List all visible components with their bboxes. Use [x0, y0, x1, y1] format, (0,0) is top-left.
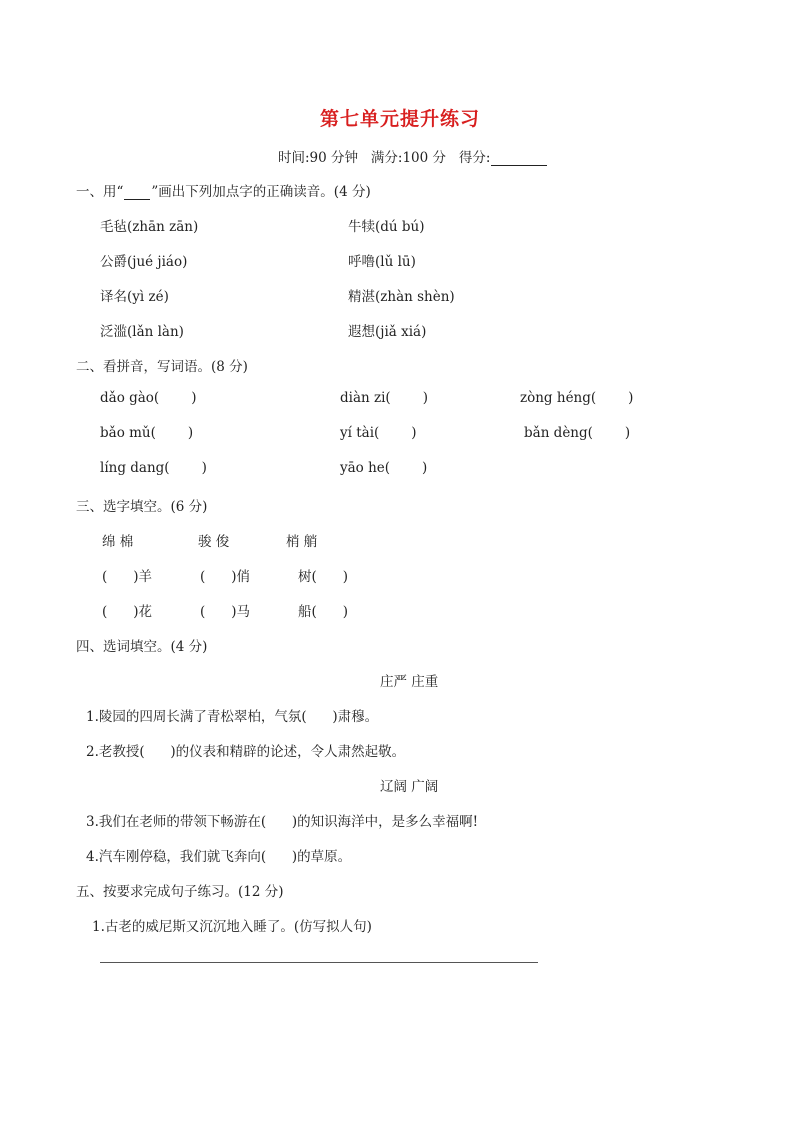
- q1-heading-post: ”画出下列加点字的正确读音。(4 分): [151, 184, 371, 200]
- q2-item[interactable]: líng dang( ): [100, 460, 207, 476]
- q3-heading: 三、选字填空。(6 分): [76, 499, 208, 515]
- q2-item[interactable]: bǎo mǔ( ): [100, 425, 194, 441]
- fill-blank[interactable]: ( )马: [200, 604, 251, 620]
- q1-heading-pre: 一、用“: [76, 184, 124, 200]
- q2-item[interactable]: zòng héng( ): [520, 390, 634, 406]
- sentence[interactable]: 3.我们在老师的带领下畅游在( )的知识海洋中，是多么幸福啊!: [86, 814, 479, 830]
- q1-item[interactable]: 遐想(jiǎ xiá): [348, 324, 427, 340]
- fill-blank[interactable]: ( )羊: [102, 569, 153, 585]
- q1-item[interactable]: 精湛(zhàn shèn): [348, 289, 455, 305]
- fill-blank[interactable]: 树( ): [298, 569, 349, 585]
- sentence[interactable]: 4.汽车刚停稳，我们就飞奔向( )的草原。: [86, 849, 352, 865]
- underline-sample: [124, 186, 150, 200]
- q1-item[interactable]: 公爵(jué jiáo): [100, 254, 188, 270]
- score-label: 得分:: [458, 150, 491, 166]
- q1-heading: [76, 180, 371, 200]
- fill-blank[interactable]: ( )俏: [200, 569, 251, 585]
- q1-item[interactable]: 译名(yì zé): [100, 289, 169, 305]
- full-score: 满分:100 分: [370, 150, 447, 166]
- fill-blank[interactable]: 船( ): [298, 604, 349, 620]
- q4-heading: 四、选词填空。(4 分): [76, 639, 208, 655]
- char-pair: 骏 俊: [198, 534, 230, 550]
- fill-blank[interactable]: ( )花: [102, 604, 153, 620]
- q2-heading: 二、看拼音，写词语。(8 分): [76, 359, 248, 375]
- word-choices: 辽阔 广阔: [380, 779, 439, 795]
- char-pair: 梢 艄: [286, 534, 318, 550]
- exam-info: [278, 146, 547, 166]
- char-pair: 绵 棉: [102, 534, 134, 550]
- word-choices: 庄严 庄重: [380, 674, 439, 690]
- q2-item[interactable]: dǎo gào( ): [100, 390, 197, 406]
- sentence: 1.古老的威尼斯又沉沉地入睡了。(仿写拟人句): [92, 919, 372, 935]
- q1-item[interactable]: 牛犊(dú bú): [348, 219, 425, 235]
- q1-item[interactable]: 泛滥(lǎn làn): [100, 324, 184, 340]
- time-limit: 时间:90 分钟: [278, 150, 359, 166]
- q2-item[interactable]: yí tài( ): [340, 425, 417, 441]
- q1-item[interactable]: 呼噜(lǔ lū): [348, 254, 416, 270]
- sentence[interactable]: 1.陵园的四周长满了青松翠柏，气氛( )肃穆。: [86, 709, 379, 725]
- sentence[interactable]: 2.老教授( )的仪表和精辟的论述，令人肃然起敬。: [86, 744, 406, 760]
- q2-item[interactable]: diàn zi( ): [340, 390, 428, 406]
- q5-heading: 五、按要求完成句子练习。(12 分): [76, 884, 284, 900]
- q2-item[interactable]: bǎn dèng( ): [524, 425, 631, 441]
- q2-item[interactable]: yāo he( ): [340, 460, 428, 476]
- q1-item[interactable]: 毛毡(zhān zān): [100, 219, 199, 235]
- score-blank[interactable]: [491, 151, 547, 166]
- page-title: 第七单元提升练习: [319, 108, 480, 130]
- answer-line[interactable]: [100, 962, 538, 963]
